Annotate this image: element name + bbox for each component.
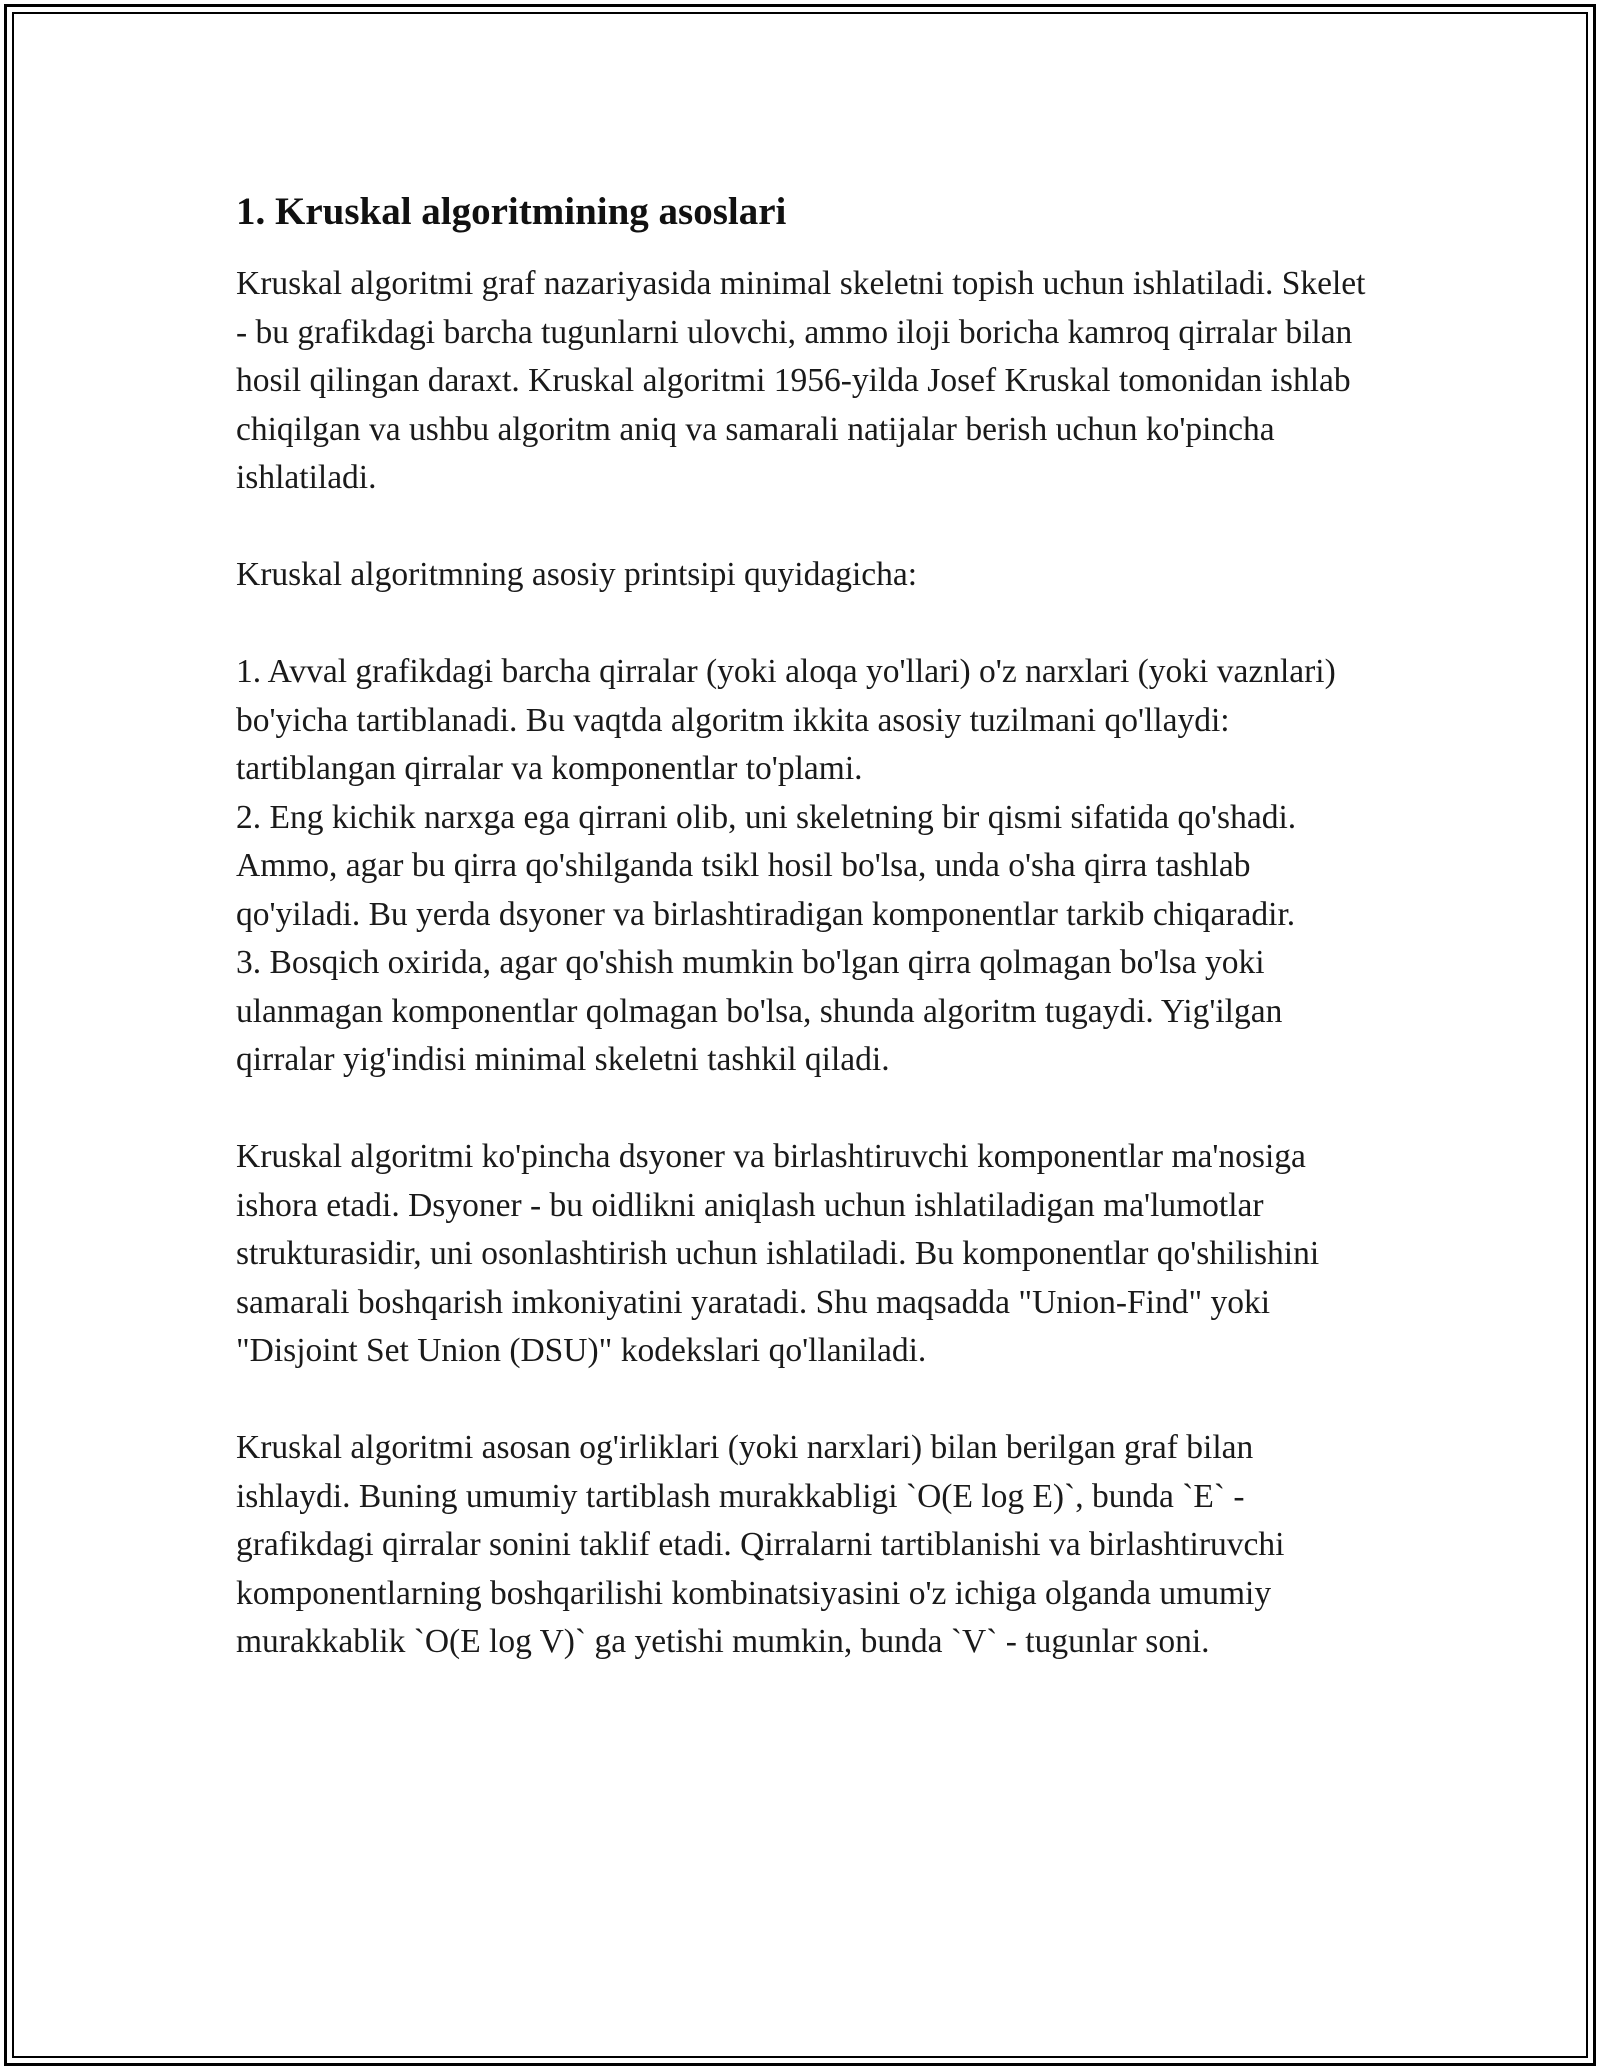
complexity-paragraph: Kruskal algoritmi asosan og'irliklari (yoki narxlari) bilan berilgan graf bilan ishlaydi. Buning umumiy tartiblash murakkabligi `O(E log E)`, bunda `E` - grafikdagi qirralar sonini taklif etadi. Qirralarni tartiblanishi va birlashtiruvchi komponentlarning boshqarilishi kombinatsiyasini o'z ichiga olganda umumiy murakkablik `O(E log V)` ga yetishi mumkin, bunda `V` - tugunlar soni. [236, 1429, 1285, 1660]
principle-paragraph: Kruskal algoritmning asosiy printsipi quyidagicha: [236, 556, 918, 593]
document-body [236, 184, 1366, 1715]
step-2: 2. Eng kichik narxga ega qirrani olib, uni skeletning bir qismi sifatida qo'shadi. Ammo, agar bu qirra qo'shilganda tsikl hosil bo'lsa, unda o'sha qirra tashlab qo'yiladi. Bu yerda dsyoner va birlashtiradigan komponentlar tarkib chiqaradir. [236, 798, 1297, 933]
intro-paragraph: Kruskal algoritmi graf nazariyasida minimal skeletni topish uchun ishlatiladi. Skelet - bu grafikdagi barcha tugunlarni ulovchi, ammo iloji boricha kamroq qirralar bilan hosil qilingan daraxt. Kruskal algoritmi 1956-yilda Josef Kruskal tomonidan ishlab chiqilgan va ushbu algoritm aniq va samarali natijalar berish uchun ko'pincha ishlatiladi. [236, 265, 1366, 496]
section-heading: 1. Kruskal algoritmining asoslari [236, 190, 787, 233]
steps-list [236, 648, 1366, 1085]
dsu-paragraph: Kruskal algoritmi ko'pincha dsyoner va birlashtiruvchi komponentlar ma'nosiga ishora etadi. Dsyoner - bu oidlikni aniqlash uchun ishlatiladigan ma'lumotlar strukturasidir, uni osonlashtirish uchun ishlatiladi. Bu komponentlar qo'shilishini samarali boshqarish imkoniyatini yaratadi. Shu maqsadda "Union-Find" yoki "Disjoint Set Union (DSU)" kodekslari qo'llaniladi. [236, 1138, 1320, 1369]
step-3: 3. Bosqich oxirida, agar qo'shish mumkin bo'lgan qirra qolmagan bo'lsa yoki ulanmagan komponentlar qolmagan bo'lsa, shunda algoritm tugaydi. Yig'ilgan qirralar yig'indisi minimal skeletni tashkil qiladi. [236, 944, 1283, 1078]
step-1: 1. Avval grafikdagi barcha qirralar (yoki aloqa yo'llari) o'z narxlari (yoki vaznlari) bo'yicha tartiblanadi. Bu vaqtda algoritm ikkita asosiy tuzilmani qo'llaydi: tartiblangan qirralar va komponentlar to'plami. [236, 653, 1336, 787]
